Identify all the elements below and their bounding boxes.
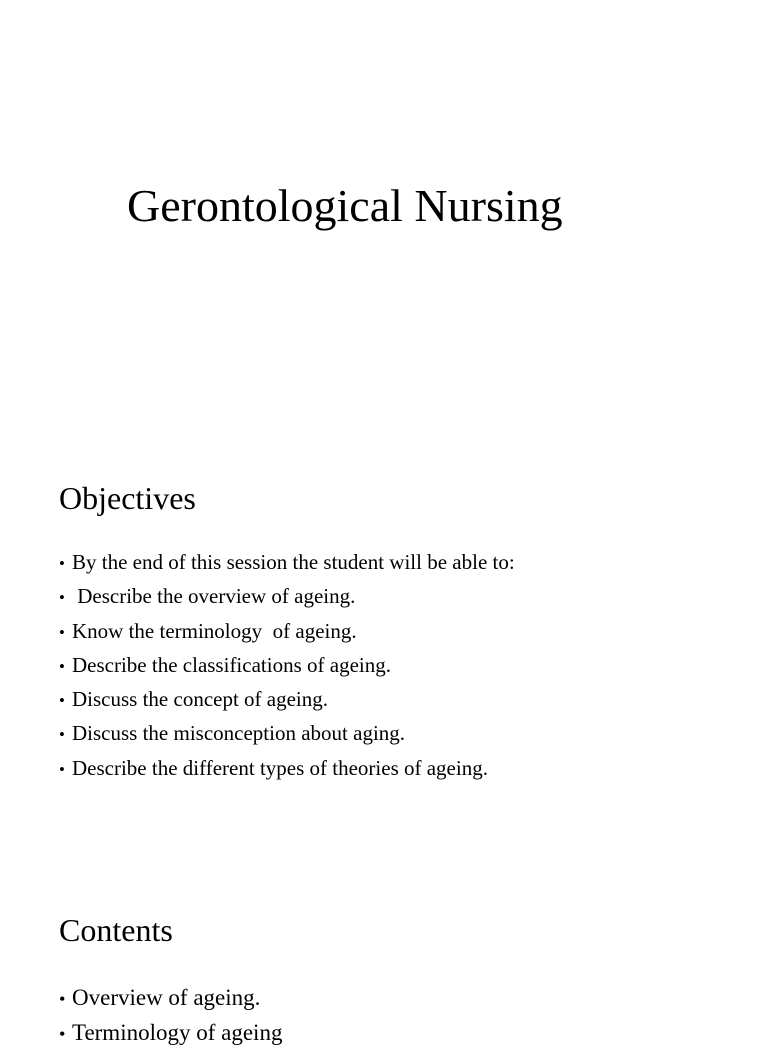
bullet-icon: • [59, 554, 65, 573]
list-item-text: Describe the different types of theories of ageing. [72, 755, 488, 780]
list-item-text: Terminology of ageing [72, 1020, 283, 1045]
bullet-icon: • [59, 691, 65, 711]
list-item-text: Describe the overview of ageing. [72, 584, 356, 609]
list-item [59, 1016, 282, 1051]
list-item [59, 683, 515, 717]
contents-list [59, 981, 282, 1051]
objectives-list [59, 546, 515, 786]
list-item [59, 717, 515, 751]
objectives-heading: Objectives [59, 480, 196, 516]
list-item [59, 580, 515, 614]
bullet-icon: • [59, 759, 65, 779]
presentation-title: Gerontological Nursing [127, 180, 563, 231]
list-item-text: By the end of this session the student will be able to: [72, 550, 515, 574]
list-item-text: Describe the classifications of ageing. [72, 652, 391, 677]
slide-contents [0, 864, 768, 1045]
slide-objectives [0, 432, 768, 864]
bullet-icon: • [59, 656, 65, 676]
bullet-icon: • [59, 588, 65, 608]
list-item-text: Discuss the misconception about aging. [72, 721, 406, 746]
slide-title [0, 0, 768, 432]
list-item-text: Know the terminology of ageing. [72, 618, 357, 643]
list-item [59, 752, 515, 786]
list-item-text: Overview of ageing. [72, 985, 261, 1010]
list-item [59, 615, 515, 649]
bullet-icon: • [59, 989, 66, 1009]
bullet-icon: • [59, 1024, 66, 1044]
contents-heading: Contents [59, 912, 173, 948]
list-item-text: Discuss the concept of ageing. [72, 687, 329, 712]
bullet-icon: • [59, 725, 65, 745]
list-item [59, 649, 515, 683]
bullet-icon: • [59, 622, 65, 642]
list-item [59, 546, 515, 580]
list-item [59, 981, 282, 1016]
